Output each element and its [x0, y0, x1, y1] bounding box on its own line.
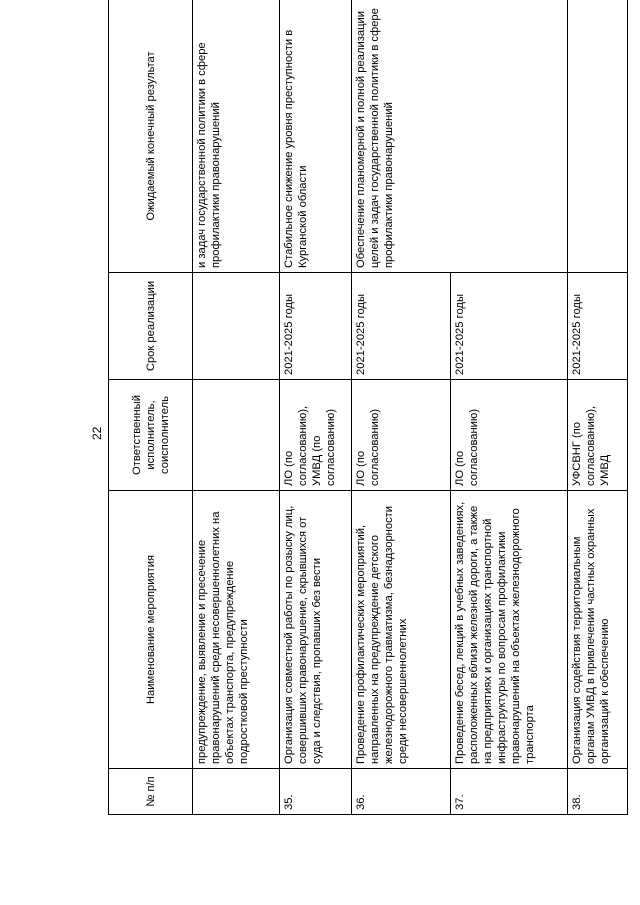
row-result: Обеспечение планомерной и полной реализации целей и задач государственной политики в сфере профилактики правонарушений [352, 0, 568, 273]
row-num: 35. [280, 769, 352, 815]
row-num: 37. [451, 769, 568, 815]
row-name: Проведение бесед, лекций в учебных заведениях, расположенных вблизи железной дороги, а также на предприятиях и организациях транспортной инфраструктуры по вопросам профилактики правонарушений на объектах железнодорожного транспорта [451, 491, 568, 769]
row-num [193, 769, 280, 815]
row-name: Организация совместной работы по розыску лиц, совершивших правонарушение, скрывшихся от суда и следствия, пропавших без вести [280, 491, 352, 769]
header-name: Наименование мероприятия [109, 491, 193, 769]
row-result: и задач государственной политики в сфере профилактики правонарушений [193, 0, 280, 273]
table-row [193, 0, 280, 815]
row-term [193, 273, 280, 380]
table-header-row [109, 0, 193, 815]
row-term: 2021-2025 годы [451, 273, 568, 380]
row-term: 2021-2025 годы [352, 273, 451, 380]
header-num: № п/п [109, 769, 193, 815]
table-row [568, 0, 628, 815]
row-responsible: УФСВНГ (по согласованию), УМВД [568, 380, 628, 491]
header-term: Срок реализации [109, 273, 193, 380]
table-row [280, 0, 352, 815]
table-container [108, 0, 627, 815]
row-num: 36. [352, 769, 451, 815]
row-responsible [193, 380, 280, 491]
measures-table [108, 0, 628, 815]
table-row [352, 0, 451, 815]
row-name: Проведение профилактических мероприятий, направленных на предупреждение детского железнодорожного травматизма, безнадзорности среди несовершеннолетних [352, 491, 451, 769]
row-name: Организация содействия территориальным органам УМВД в привлечении частных охранных организаций к обеспечению [568, 491, 628, 769]
page-number: 22 [90, 426, 104, 440]
row-num: 38. [568, 769, 628, 815]
row-name: предупреждение, выявление и пресечение правонарушений среди несовершеннолетних на объектах транспорта, предупреждение подростковой преступности [193, 491, 280, 769]
row-result [568, 0, 628, 273]
row-responsible: ЛО (по согласованию) [352, 380, 451, 491]
row-term: 2021-2025 годы [280, 273, 352, 380]
row-result: Стабильное снижение уровня преступности в Курганской области [280, 0, 352, 273]
header-responsible: Ответственный исполнитель, соисполнитель [109, 380, 193, 491]
row-responsible: ЛО (по согласованию), УМВД (по согласованию) [280, 380, 352, 491]
row-term: 2021-2025 годы [568, 273, 628, 380]
row-responsible: ЛО (по согласованию) [451, 380, 568, 491]
header-result: Ожидаемый конечный результат [109, 0, 193, 273]
